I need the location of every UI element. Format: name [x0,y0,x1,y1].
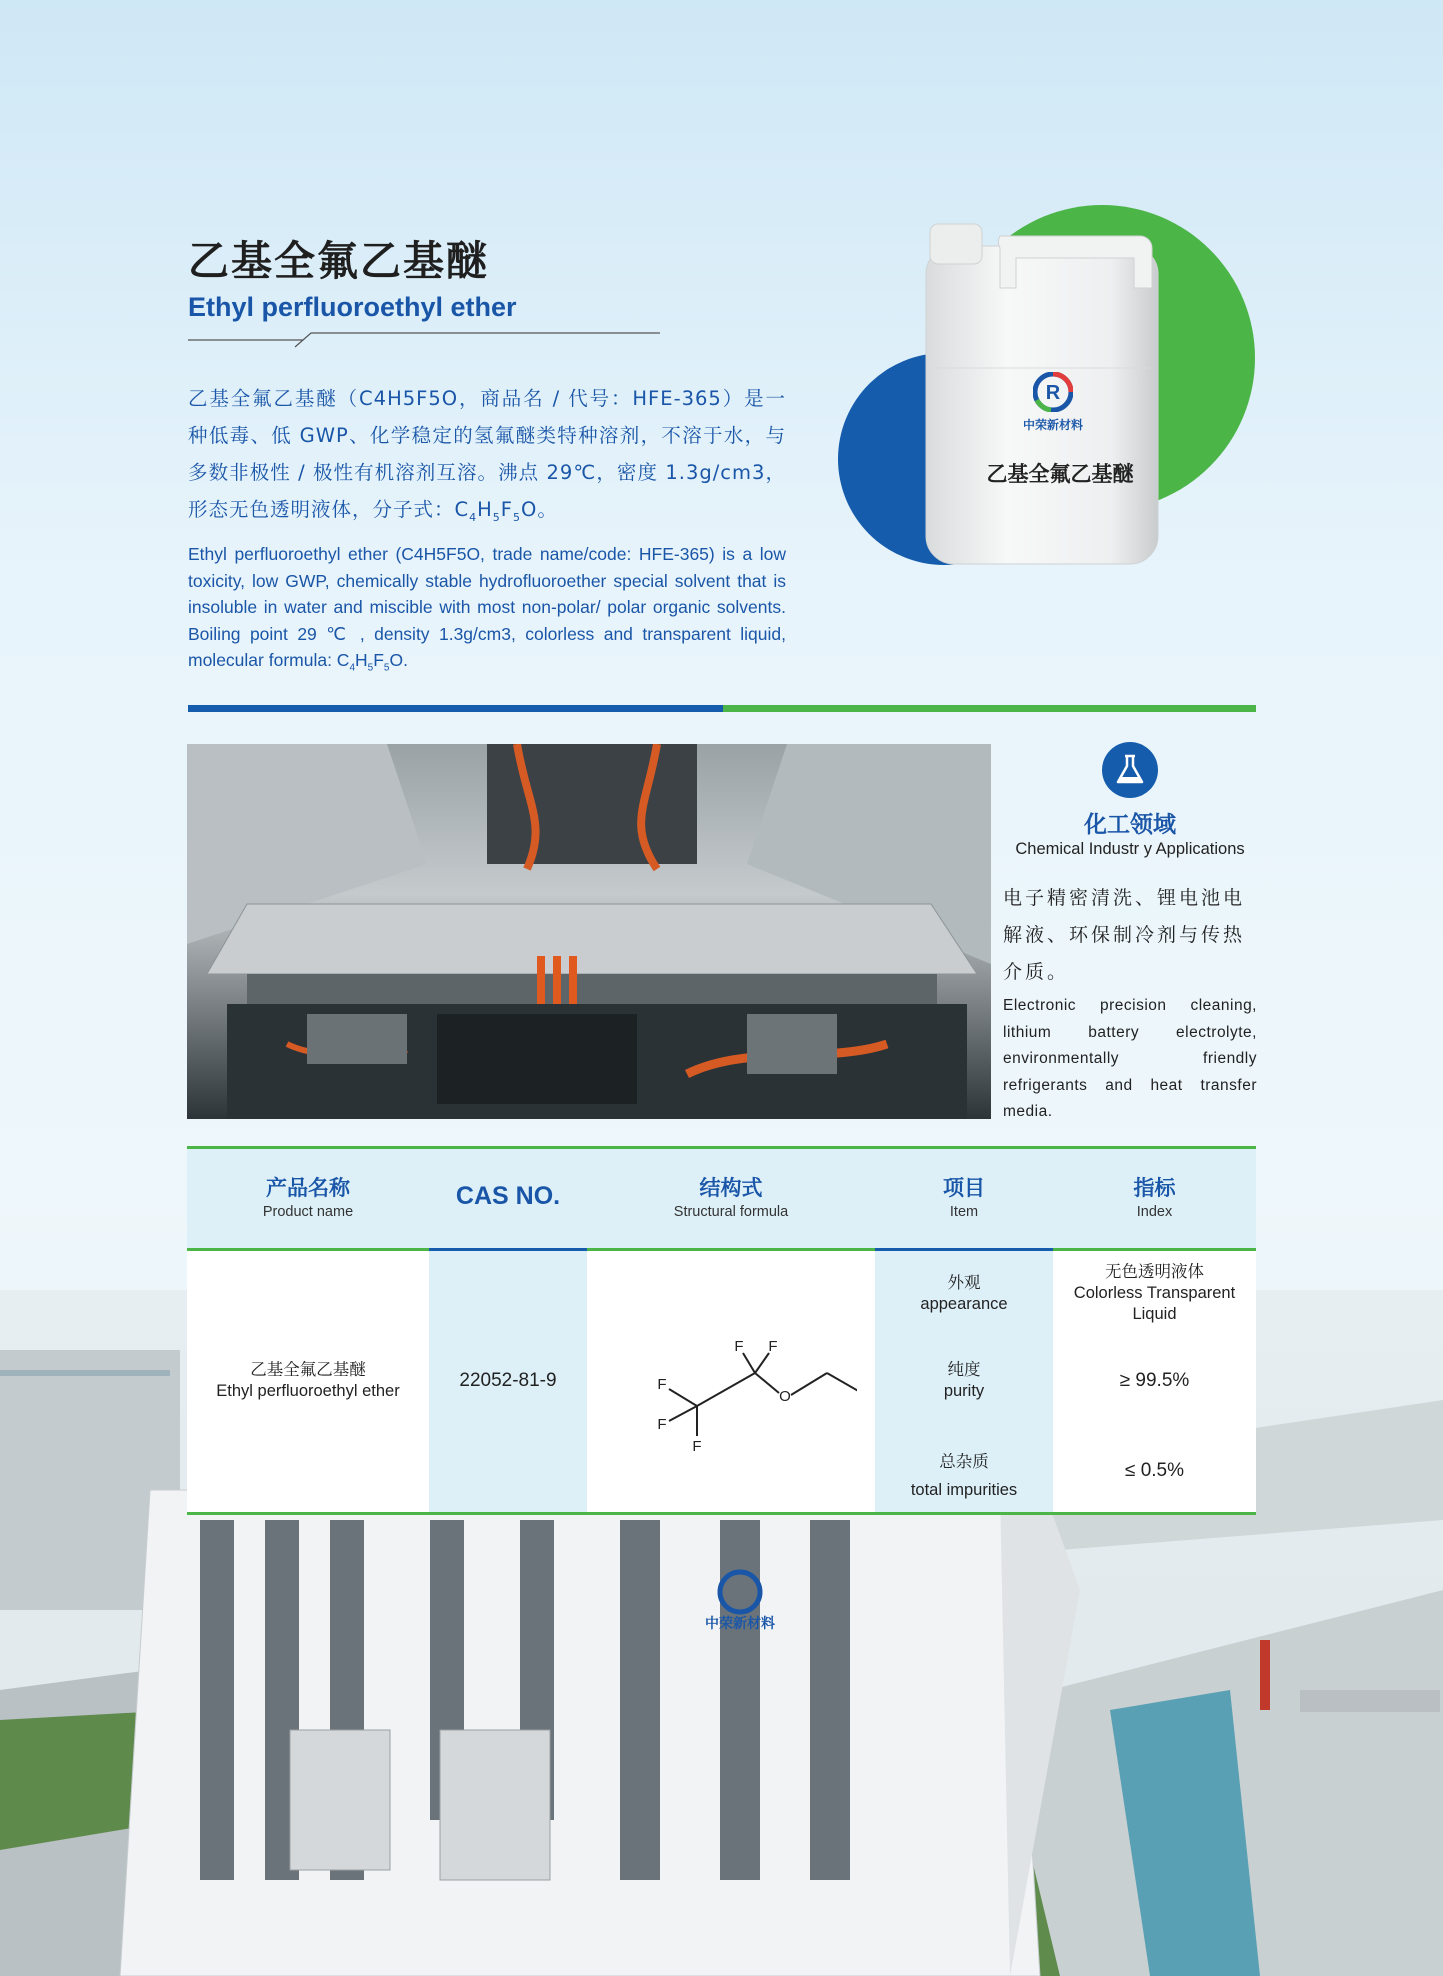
application-title-cn: 化工领域 [1084,812,1176,838]
header-item: 项目 Item [943,1176,985,1220]
svg-text:F: F [657,1416,667,1433]
svg-text:F: F [768,1338,778,1355]
cell-index-appearance: 无色透明液体 Colorless Transparent Liquid [1073,1263,1236,1323]
title-divider [188,332,660,348]
container-label: 乙基全氟乙基醚 [986,462,1134,486]
structural-formula-diagram [607,1301,857,1461]
cell-index-total-impurities: ≤ 0.5% [1124,1460,1184,1481]
brand-name: 中荣新材料 [1022,418,1083,432]
ev-battery-photo [187,744,991,1119]
brand-logo-icon [1033,372,1073,412]
cell-cas-number: 22052-81-9 [459,1370,557,1391]
brand-logo [1010,372,1096,433]
cell-product-name: 乙基全氟乙基醚 Ethyl perfluoroethyl ether [216,1361,400,1400]
application-title-en: Chemical Industr y Applications [1015,840,1245,858]
header-index: 指标 Index [1133,1176,1176,1220]
description-cn: 乙基全氟乙基醚（C4H5F5O，商品名 / 代号：HFE-365）是一种低毒、低 GWP、化学稳定的氢氟醚类特种溶剂，不溶于水，与多数非极性 / 极性有机溶剂互溶。沸点 29℃，密度 1.3g/cm3，形态无色透明液体，分子式：$C_4H_5F_5O$。 [188,387,786,524]
application-desc-en: Electronic precision cleaning, lithium battery electrolyte, environmentally friendly refrigerants and heat transfer media. [1003,997,1257,1120]
svg-text:F: F [657,1376,667,1393]
description-en: Ethyl perfluoroethyl ether (C4H5F5O, trade name/code: HFE-365) is a low toxicity, low GWP, chemically stable hydrofluoroether special solvent that is insoluble in water and miscible with most non-polar/ polar organic solvents. Boiling point 29 ℃ , density 1.3g/cm3, colorless and transparent liquid, molecular formula: $C_4H_5F_5O$. [188,544,786,674]
header-cas: CAS NO. [455,1182,561,1210]
section-divider [188,705,1256,712]
svg-text:R: R [1045,382,1061,404]
spec-table [187,1146,1256,1516]
header-structural-formula: 结构式 Structural formula [673,1176,789,1220]
factory-sign: 中荣新材料 [705,1616,775,1632]
svg-text:F: F [734,1338,744,1355]
cell-item-appearance: 外观 appearance [920,1274,1008,1313]
product-title-en: Ethyl perfluoroethyl ether [188,292,517,322]
svg-text:F: F [692,1438,702,1455]
svg-text:O: O [779,1388,791,1405]
header-product-name: 产品名称 Product name [262,1176,354,1220]
cell-index-purity: ≥ 99.5% [1119,1370,1190,1391]
cell-item-purity: 纯度 purity [943,1361,985,1400]
cell-item-total-impurities: 总杂质 total impurities [910,1453,1018,1499]
product-title-cn: 乙基全氟乙基醚 [188,237,489,285]
flask-icon [1102,742,1158,798]
application-desc-cn: 电子精密清洗、锂电池电解液、环保制冷剂与传热介质。 [1003,887,1246,983]
